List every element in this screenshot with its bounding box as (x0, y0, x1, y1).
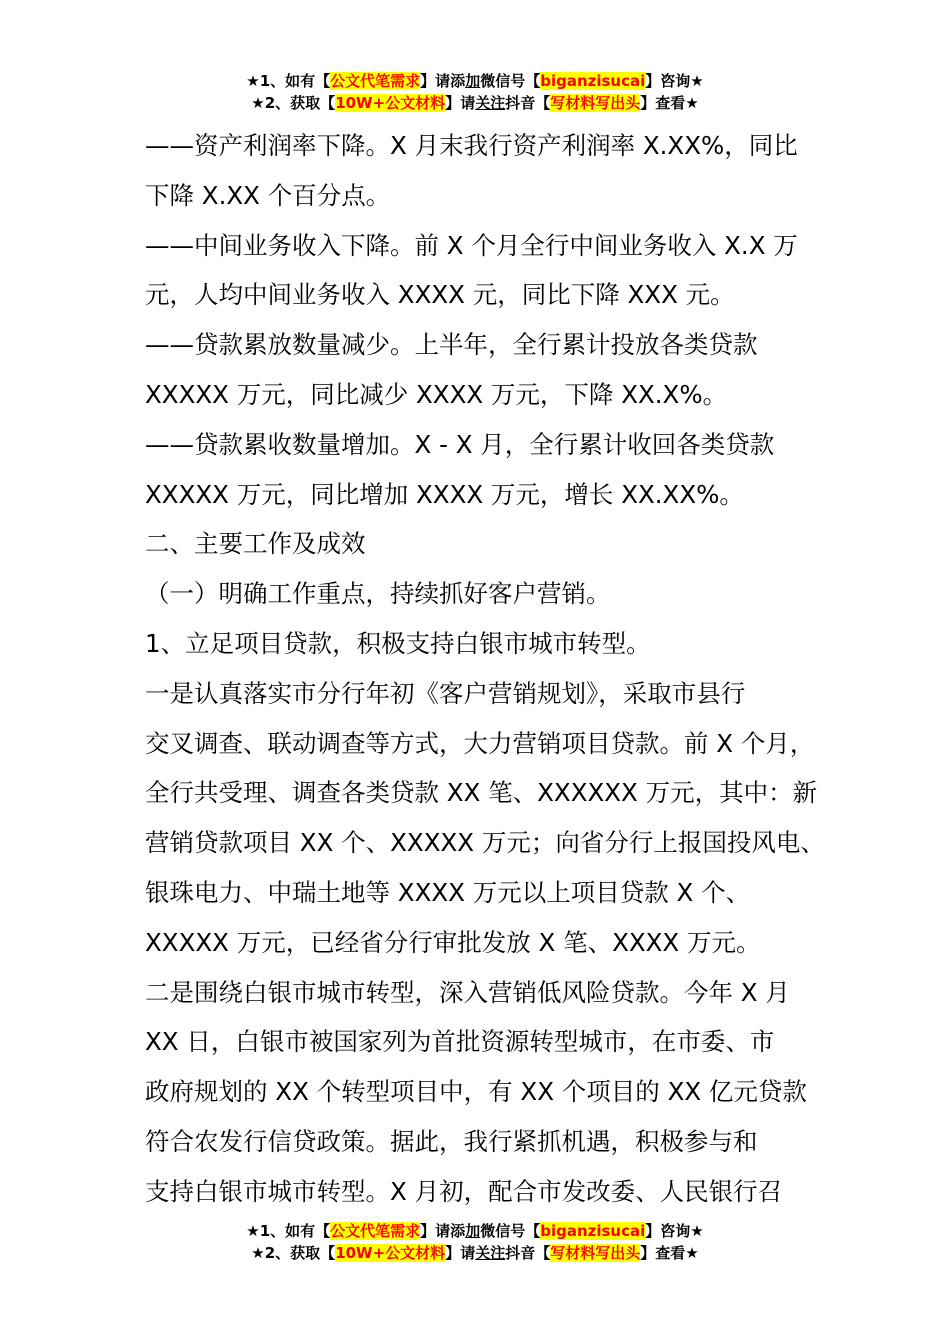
section-heading: 二、主要工作及成效 (145, 529, 366, 559)
body-line: ——贷款累收数量增加。X - X 月，全行累计收回各类贷款 (145, 429, 775, 459)
banner-text: ★1、如有【 (246, 1222, 331, 1240)
banner-wechat-id: biganzisucai (540, 72, 646, 90)
banner-text: 抖音【 (505, 1244, 551, 1262)
body-line: XXXXX 万元，同比减少 XXXX 万元，下降 XX.X%。 (145, 379, 728, 409)
banner-line-1 (0, 1220, 950, 1242)
banner-text: 】请添 (420, 1222, 466, 1240)
banner-text: 】咨询★ (645, 1222, 704, 1240)
banner-wechat-id: biganzisucai (540, 1222, 646, 1240)
banner-highlight: 10W+公文材料 (335, 94, 446, 112)
banner-underlined-text: 加 (465, 1222, 481, 1240)
banner-text: 】请 (445, 1244, 476, 1262)
banner-text: 】查看★ (640, 1244, 699, 1262)
banner-line-2 (0, 1242, 950, 1264)
banner-text: 】咨询★ (645, 72, 704, 90)
banner-line-1 (0, 70, 950, 92)
banner-underlined-text: 关注 (475, 94, 506, 112)
banner-text: 】请添 (420, 72, 466, 90)
banner-douyin-name: 写材料写出头 (550, 1244, 641, 1262)
body-line: 下降 X.XX 个百分点。 (145, 180, 391, 210)
banner-text: ★2、获取【 (251, 94, 336, 112)
body-line: ——资产利润率下降。X 月末我行资产利润率 X.XX%，同比 (145, 131, 798, 160)
body-line: 交叉调查、联动调查等方式，大力营销项目贷款。前 X 个月， (145, 728, 815, 758)
body-line: 符合农发行信贷政策。据此，我行紧抓机遇，积极参与和 (145, 1126, 758, 1156)
header-banner (0, 70, 950, 114)
subsection-heading: （一）明确工作重点，持续抓好客户营销。 (145, 579, 611, 609)
banner-douyin-name: 写材料写出头 (550, 94, 641, 112)
body-line: XXXXX 万元，已经省分行审批发放 X 笔、XXXX 万元。 (145, 927, 761, 957)
body-line: XXXXX 万元，同比增加 XXXX 万元，增长 XX.XX%。 (145, 479, 744, 509)
body-line: 政府规划的 XX 个转型项目中，有 XX 个项目的 XX 亿元贷款 (145, 1077, 807, 1107)
body-line: 营销贷款项目 XX 个、XXXXX 万元；向省分行上报国投风电、 (145, 828, 825, 858)
banner-text: 微信号【 (480, 1222, 541, 1240)
body-line: XX 日，白银市被国家列为首批资源转型城市，在市委、市 (145, 1027, 775, 1057)
body-line: 元，人均中间业务收入 XXXX 元，同比下降 XXX 元。 (145, 280, 735, 310)
banner-text: ★2、获取【 (251, 1244, 336, 1262)
banner-text: 】请 (445, 94, 476, 112)
banner-highlight: 公文代笔需求 (330, 1222, 421, 1240)
document-body (145, 121, 835, 1217)
banner-text: 微信号【 (480, 72, 541, 90)
banner-text: ★1、如有【 (246, 72, 331, 90)
body-line: 银珠电力、中瑞土地等 XXXX 万元以上项目贷款 X 个、 (145, 877, 751, 907)
banner-underlined-text: 关注 (475, 1244, 506, 1262)
body-line: 二是围绕白银市城市转型，深入营销低风险贷款。今年 X 月 (145, 977, 790, 1007)
body-line: 支持白银市城市转型。X 月初，配合市发改委、人民银行召 (145, 1176, 783, 1206)
banner-text: 】查看★ (640, 94, 699, 112)
banner-underlined-text: 加 (465, 72, 481, 90)
body-line: 全行共受理、调查各类贷款 XX 笔、XXXXXX 万元，其中：新 (145, 778, 818, 808)
body-line: 一是认真落实市分行年初《客户营销规划》，采取市县行 (145, 678, 746, 708)
body-line: ——贷款累放数量减少。上半年，全行累计投放各类贷款 (145, 330, 758, 360)
item-heading: 1、立足项目贷款，积极支持白银市城市转型。 (145, 628, 651, 658)
banner-highlight: 公文代笔需求 (330, 72, 421, 90)
banner-text: 抖音【 (505, 94, 551, 112)
footer-banner (0, 1220, 950, 1264)
banner-highlight: 10W+公文材料 (335, 1244, 446, 1262)
body-line: ——中间业务收入下降。前 X 个月全行中间业务收入 X.X 万 (145, 230, 798, 260)
banner-line-2 (0, 92, 950, 114)
